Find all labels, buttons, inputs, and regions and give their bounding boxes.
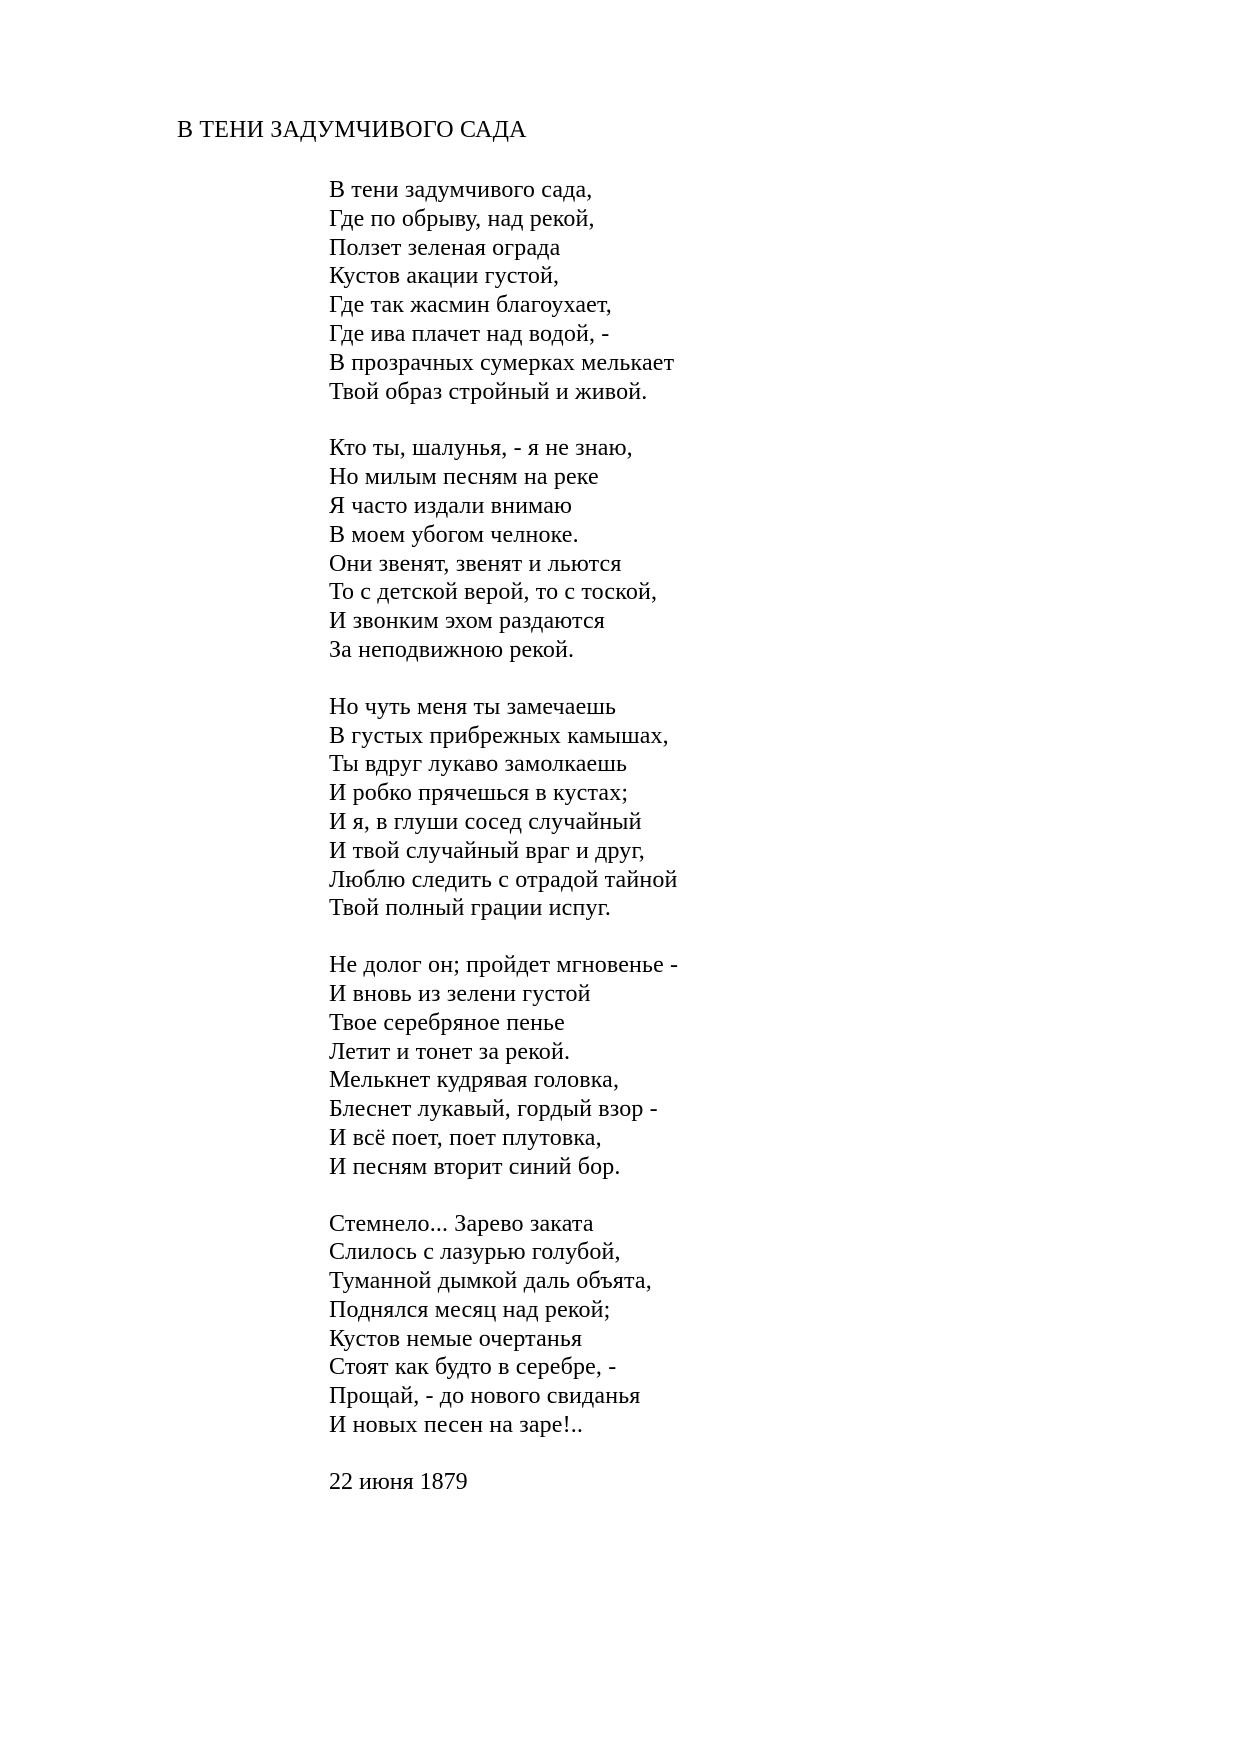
poem-line: Люблю следить с отрадой тайной (329, 866, 678, 893)
poem-line: Туманной дымкой даль объята, (329, 1268, 652, 1295)
poem-line: И я, в глуши сосед случайный (329, 808, 642, 835)
poem-line: Стоят как будто в серебре, - (329, 1354, 617, 1381)
poem-line: И новых песен на заре!.. (329, 1412, 584, 1439)
poem-line: Где ива плачет над водой, - (329, 320, 610, 347)
poem-line: И вновь из зелени густой (329, 980, 591, 1007)
poem-line: Они звенят, звенят и льются (329, 550, 622, 577)
poem-line: Прощай, - до нового свиданья (329, 1383, 641, 1410)
poem-line: И звонким эхом раздаются (329, 608, 605, 635)
poem-line: Где так жасмин благоухает, (329, 292, 612, 319)
poem-line: В густых прибрежных камышах, (329, 722, 669, 749)
poem-line: Мелькнет кудрявая головка, (329, 1067, 620, 1094)
poem-line: Кустов немые очертанья (329, 1325, 583, 1352)
poem-line: Слилось с лазурью голубой, (329, 1239, 621, 1266)
poem-line: Поднялся месяц над рекой; (329, 1296, 611, 1323)
poem-line: Но чуть меня ты замечаешь (329, 693, 617, 720)
stanza-1 (329, 176, 678, 406)
poem-date: 22 июня 1879 (329, 1468, 468, 1495)
poem-line: И твой случайный враг и друг, (329, 837, 645, 864)
poem-line: Кто ты, шалунья, - я не знаю, (329, 435, 633, 462)
poem-line: Твой полный грации испуг. (329, 895, 612, 922)
poem-line: Твой образ стройный и живой. (329, 378, 648, 405)
poem-line: Твое серебряное пенье (329, 1009, 565, 1036)
poem-line: И всё поет, поет плутовка, (329, 1124, 602, 1151)
poem-line: Ползет зеленая ограда (329, 234, 561, 261)
poem-line: Блеснет лукавый, гордый взор - (329, 1096, 658, 1123)
poem-body (329, 176, 678, 1497)
poem-line: В прозрачных сумерках мелькает (329, 349, 675, 376)
poem-line: Кустов акации густой, (329, 263, 560, 290)
poem-line: То с детской верой, то с тоской, (329, 579, 658, 606)
stanza-4 (329, 951, 678, 1181)
poem-line: Стемнело... Зарево заката (329, 1210, 594, 1237)
poem-line: В моем убогом челноке. (329, 521, 579, 548)
poem-line: И робко прячешься в кустах; (329, 780, 629, 807)
poem-line: Не долог он; пройдет мгновенье - (329, 952, 679, 979)
poem-line: Где по обрыву, над рекой, (329, 205, 595, 232)
poem-line: В тени задумчивого сада, (329, 177, 593, 203)
poem-title: В ТЕНИ ЗАДУМЧИВОГО САДА (177, 117, 527, 143)
stanza-5 (329, 1210, 678, 1440)
stanza-2 (329, 434, 678, 664)
stanza-3 (329, 693, 678, 923)
poem-line: Летит и тонет за рекой. (329, 1038, 571, 1065)
poem-line: Ты вдруг лукаво замолкаешь (329, 751, 628, 778)
poem-line: Но милым песням на реке (329, 464, 599, 491)
poem-line: За неподвижною рекой. (329, 636, 575, 663)
poem-line: И песням вторит синий бор. (329, 1153, 621, 1180)
poem-line: Я часто издали внимаю (329, 492, 573, 519)
